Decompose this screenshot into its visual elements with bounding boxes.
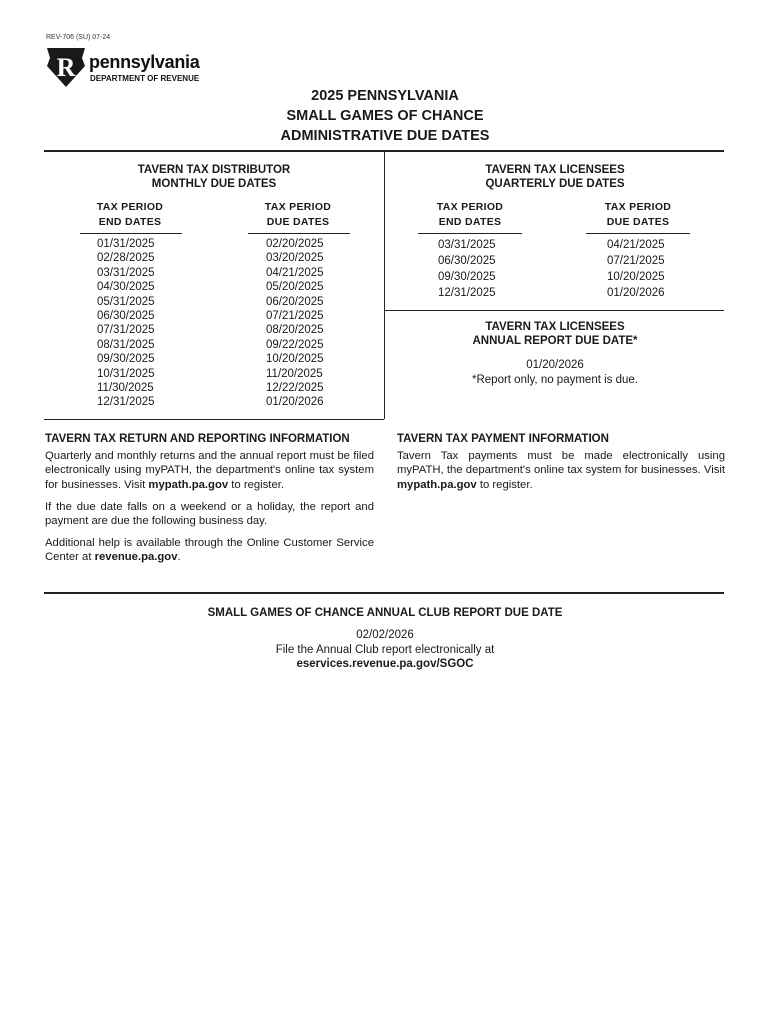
distributor-end-cell: 05/31/2025 [97, 295, 155, 308]
licensees-heading [385, 164, 725, 191]
distributor-due-cell: 02/20/2025 [266, 238, 324, 250]
club-report-body [0, 628, 770, 672]
distributor-end-cell: 02/28/2025 [97, 252, 155, 265]
col-header-line-2: DUE DATES [606, 216, 670, 228]
distributor-col-end-rule [80, 233, 182, 234]
distributor-end-dates [97, 237, 187, 410]
licensees-heading-line-1: TAVERN TAX LICENSEES [485, 164, 625, 176]
distributor-due-cell: 04/21/2025 [266, 266, 324, 279]
licensees-due-cell: 10/20/2025 [607, 271, 665, 283]
distributor-end-cell: 12/31/2025 [97, 396, 155, 409]
annual-report-heading-line-1: TAVERN TAX LICENSEES [485, 321, 625, 333]
keystone-badge-icon [46, 46, 86, 88]
distributor-end-cell: 10/31/2025 [97, 367, 155, 380]
distributor-due-cell: 07/21/2025 [266, 310, 324, 323]
sgoc-link[interactable]: eservices.revenue.pa.gov/SGOC [296, 658, 474, 670]
mypath-link[interactable]: mypath.pa.gov [148, 478, 229, 491]
club-report-date: 02/02/2026 [356, 629, 414, 641]
licensees-end-cell: 12/31/2025 [438, 287, 496, 299]
licensees-due-cell: 04/21/2025 [607, 239, 665, 251]
licensees-end-cell: 09/30/2025 [438, 271, 496, 283]
title-line-1: 2025 PENNSYLVANIA [311, 88, 459, 104]
annual-report-body [385, 358, 725, 387]
return-info-text: Quarterly and monthly returns and the annual report must be filed electronically using myPATH, the department's online tax system for businesses. Visit [45, 450, 374, 491]
club-report-divider [44, 592, 724, 594]
annual-report-date: 01/20/2026 [526, 359, 584, 371]
licensees-heading-line-2: QUARTERLY DUE DATES [485, 177, 625, 190]
distributor-end-cell: 08/31/2025 [97, 338, 155, 351]
distributor-end-cell: 09/30/2025 [97, 353, 155, 366]
col-header-line-1: TAX PERIOD [96, 201, 164, 213]
licensees-col-end-header [418, 200, 522, 230]
distributor-due-dates [266, 237, 356, 410]
col-header-line-1: TAX PERIOD [604, 201, 672, 213]
club-report-heading: SMALL GAMES OF CHANCE ANNUAL CLUB REPORT DUE DATE [207, 607, 563, 619]
return-info-paragraph-1 [45, 449, 374, 492]
licensees-col-due-rule [586, 233, 690, 234]
distributor-col-due-rule [248, 233, 350, 234]
distributor-end-cell: 07/31/2025 [97, 324, 155, 337]
distributor-heading-line-1: TAVERN TAX DISTRIBUTOR [137, 164, 291, 176]
col-header-line-2: END DATES [98, 216, 162, 228]
payment-info-text-end: to register. [476, 478, 533, 491]
licensees-end-cell: 03/31/2025 [438, 239, 496, 251]
title-line-2: SMALL GAMES OF CHANCE [286, 108, 484, 124]
return-info-text-end: to register. [228, 478, 285, 491]
return-info-paragraph-2: If the due date falls on a weekend or a holiday, the report and payment are due the following business day. [45, 501, 374, 528]
left-bottom-rule [44, 419, 384, 420]
logo-wordmark: pennsylvania [89, 52, 200, 72]
payment-info-heading: TAVERN TAX PAYMENT INFORMATION [397, 433, 609, 445]
licensees-col-due-header [586, 200, 690, 230]
col-header-line-1: TAX PERIOD [264, 201, 332, 213]
distributor-end-cell: 11/30/2025 [97, 382, 154, 395]
distributor-due-cell: 01/20/2026 [266, 396, 324, 409]
distributor-col-due-header [246, 200, 350, 230]
distributor-end-cell: 06/30/2025 [97, 310, 155, 323]
return-info-text-end: . [177, 551, 181, 564]
col-header-line-2: END DATES [438, 216, 502, 228]
distributor-due-cell: 09/22/2025 [266, 338, 324, 351]
annual-report-heading [385, 321, 725, 348]
return-info-paragraph-3 [45, 536, 374, 565]
distributor-col-end-header [78, 200, 182, 230]
mypath-link[interactable]: mypath.pa.gov [397, 478, 477, 491]
payment-info-paragraph [397, 449, 725, 492]
licensees-due-cell: 01/20/2026 [607, 287, 665, 299]
revenue-link[interactable]: revenue.pa.gov [94, 551, 178, 564]
badge-letter: R [56, 53, 76, 82]
distributor-due-cell: 06/20/2025 [266, 295, 324, 308]
licensees-col-end-rule [418, 233, 522, 234]
annual-report-heading-line-2: ANNUAL REPORT DUE DATE* [472, 334, 638, 347]
licensees-due-cell: 07/21/2025 [607, 255, 665, 267]
distributor-due-cell: 10/20/2025 [266, 353, 324, 366]
distributor-end-cell: 04/30/2025 [97, 281, 155, 294]
distributor-end-cell: 03/31/2025 [97, 266, 155, 279]
licensees-due-dates [607, 237, 697, 301]
distributor-due-cell: 11/20/2025 [266, 367, 323, 380]
return-info-heading: TAVERN TAX RETURN AND REPORTING INFORMATION [45, 433, 350, 445]
payment-info-text: Tavern Tax payments must be made electronically using myPATH, the department's online tax system for businesses. Visit [397, 450, 725, 477]
form-code: REV-706 (SU) 07-24 [46, 34, 111, 41]
distributor-due-cell: 12/22/2025 [266, 382, 324, 395]
distributor-due-cell: 03/20/2025 [266, 252, 324, 265]
annual-report-note: *Report only, no payment is due. [472, 373, 638, 386]
annual-report-divider [385, 310, 724, 311]
distributor-heading [44, 164, 384, 191]
logo-department: DEPARTMENT OF REVENUE [90, 74, 200, 83]
licensees-end-cell: 06/30/2025 [438, 255, 496, 267]
club-report-instruction: File the Annual Club report electronically at [275, 643, 495, 656]
col-header-line-2: DUE DATES [266, 216, 330, 228]
distributor-end-cell: 01/31/2025 [97, 238, 155, 250]
distributor-heading-line-2: MONTHLY DUE DATES [151, 177, 277, 190]
page-title [0, 86, 770, 146]
distributor-due-cell: 08/20/2025 [266, 324, 324, 337]
pa-revenue-logo [46, 46, 216, 90]
col-header-line-1: TAX PERIOD [436, 201, 504, 213]
distributor-due-cell: 05/20/2025 [266, 281, 324, 294]
licensees-end-dates [438, 237, 528, 301]
title-line-3: ADMINISTRATIVE DUE DATES [280, 128, 490, 144]
return-info-text: Additional help is available through the Online Customer Service Center at [45, 537, 374, 564]
